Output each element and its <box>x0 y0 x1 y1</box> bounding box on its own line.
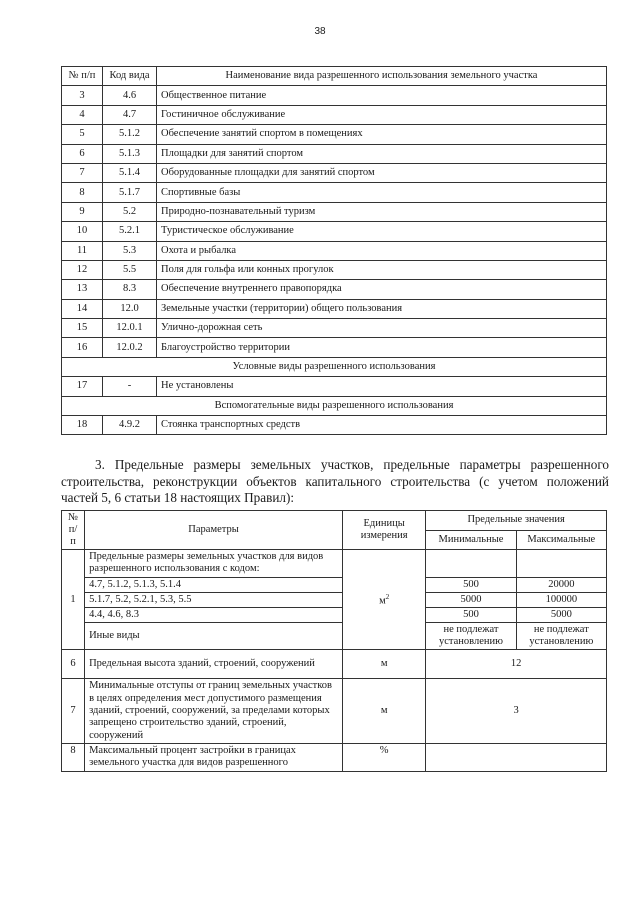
unit-superscript: 2 <box>385 593 390 602</box>
row-name: Земельные участки (территории) общего пользования <box>157 299 607 318</box>
row-value: 12 <box>426 650 607 679</box>
row-code: 5.5 <box>103 260 157 279</box>
row-min <box>426 550 516 578</box>
table-row <box>62 144 607 163</box>
row-code: 5.2.1 <box>103 222 157 241</box>
conditional-section-header: Условные виды разрешенного использования <box>62 357 607 376</box>
row-name: Поля для гольфа или конных прогулок <box>157 260 607 279</box>
table-row <box>62 650 607 679</box>
header-number: № п/п <box>62 67 103 86</box>
row-number: 18 <box>62 416 103 435</box>
row-max <box>516 550 606 578</box>
row-number: 13 <box>62 280 103 299</box>
row-name: Гостиничное обслуживание <box>157 105 607 124</box>
row-codes: Иные виды <box>85 623 343 650</box>
row-name: Площадки для занятий спортом <box>157 144 607 163</box>
row-number: 3 <box>62 86 103 105</box>
row-parameter: Предельная высота зданий, строений, сооружений <box>85 650 343 679</box>
table-row <box>62 299 607 318</box>
row-code: 4.6 <box>103 86 157 105</box>
permitted-use-table <box>61 66 607 435</box>
header-parameters: Параметры <box>85 511 343 550</box>
section-heading-text: 3. Предельные размеры земельных участков, предельные параметры разрешенного строительства, реконструкции объектов капитального строительства (с учетом положений частей 5, 6 статьи 18 настоящих Правил): <box>61 457 609 505</box>
header-limits: Предельные значения <box>426 511 607 531</box>
row-number: 6 <box>62 144 103 163</box>
row-name: Оборудованные площадки для занятий спортом <box>157 163 607 182</box>
row-number: 12 <box>62 260 103 279</box>
row-codes: 4.7, 5.1.2, 5.1.3, 5.1.4 <box>85 577 343 592</box>
row-code: 4.9.2 <box>103 416 157 435</box>
row-number: 10 <box>62 222 103 241</box>
row-unit <box>343 550 426 650</box>
row-name: Стоянка транспортных средств <box>157 416 607 435</box>
header-min: Минимальные <box>426 530 516 550</box>
conditional-section-row <box>62 357 607 376</box>
row-number: 17 <box>62 377 103 396</box>
auxiliary-section-header: Вспомогательные виды разрешенного использования <box>62 396 607 415</box>
permitted-use-table-body <box>62 86 607 357</box>
table-row <box>62 377 607 396</box>
limits-header-row <box>62 511 607 531</box>
row-code: 5.1.3 <box>103 144 157 163</box>
row-parameter: Предельные размеры земельных участков для видов разрешенного использования с кодом: <box>85 550 343 578</box>
row-min: 500 <box>426 577 516 592</box>
row-parameter: Минимальные отступы от границ земельных участков в целях определения мест допустимого размещения зданий, строений, сооружений, за пределами которых запрещено строительство зданий, строений, сооружений <box>85 679 343 743</box>
row-max: 20000 <box>516 577 606 592</box>
table-subrow <box>62 608 607 623</box>
row-code: - <box>103 377 157 396</box>
row-code: 12.0.1 <box>103 319 157 338</box>
table-row <box>62 163 607 182</box>
table-row <box>62 416 607 435</box>
row-number: 1 <box>62 550 85 650</box>
section-heading <box>61 457 609 507</box>
header-number: № п/п <box>62 511 85 550</box>
header-code: Код вида <box>103 67 157 86</box>
row-number: 11 <box>62 241 103 260</box>
table-row <box>62 280 607 299</box>
unit-text: м <box>379 595 386 607</box>
row-code: 5.1.2 <box>103 125 157 144</box>
row-code: 12.0 <box>103 299 157 318</box>
row-min: 5000 <box>426 592 516 607</box>
row-number: 4 <box>62 105 103 124</box>
row-number: 9 <box>62 202 103 221</box>
auxiliary-section-row <box>62 396 607 415</box>
row-unit: м <box>343 679 426 743</box>
row-parameter: Максимальный процент застройки в границах земельного участка для видов разрешенного <box>85 743 343 771</box>
row-name: Природно-познавательный туризм <box>157 202 607 221</box>
table-subrow <box>62 577 607 592</box>
row-name: Туристическое обслуживание <box>157 222 607 241</box>
row-value: 3 <box>426 679 607 743</box>
row-number: 6 <box>62 650 85 679</box>
table-row <box>62 338 607 357</box>
table-header-row <box>62 67 607 86</box>
row-number: 5 <box>62 125 103 144</box>
row-max: 100000 <box>516 592 606 607</box>
header-max: Максимальные <box>516 530 606 550</box>
table-subrow <box>62 592 607 607</box>
row-number: 8 <box>62 743 85 771</box>
row-number: 8 <box>62 183 103 202</box>
table-subrow <box>62 623 607 650</box>
table-row <box>62 319 607 338</box>
row-code: 8.3 <box>103 280 157 299</box>
header-name: Наименование вида разрешенного использования земельного участка <box>157 67 607 86</box>
table-row <box>62 105 607 124</box>
row-code: 5.3 <box>103 241 157 260</box>
row-name: Благоустройство территории <box>157 338 607 357</box>
row-code: 5.2 <box>103 202 157 221</box>
page-number: 38 <box>314 26 326 37</box>
header-units: Единицы измерения <box>343 511 426 550</box>
row-code: 5.1.7 <box>103 183 157 202</box>
row-codes: 4.4, 4.6, 8.3 <box>85 608 343 623</box>
limits-table <box>61 510 607 772</box>
row-name: Не установлены <box>157 377 607 396</box>
row-number: 16 <box>62 338 103 357</box>
row-name: Улично-дорожная сеть <box>157 319 607 338</box>
row-number: 15 <box>62 319 103 338</box>
table-row <box>62 86 607 105</box>
row-max: не подлежат установлению <box>516 623 606 650</box>
row-name: Спортивные базы <box>157 183 607 202</box>
row-unit: % <box>343 743 426 771</box>
row-name: Общественное питание <box>157 86 607 105</box>
table-row <box>62 743 607 771</box>
row-name: Охота и рыбалка <box>157 241 607 260</box>
row-codes: 5.1.7, 5.2, 5.2.1, 5.3, 5.5 <box>85 592 343 607</box>
table-row <box>62 260 607 279</box>
table-row <box>62 202 607 221</box>
row-code: 5.1.4 <box>103 163 157 182</box>
table-row <box>62 550 607 578</box>
row-min: 500 <box>426 608 516 623</box>
table-row <box>62 241 607 260</box>
row-min: не подлежат установлению <box>426 623 516 650</box>
row-max: 5000 <box>516 608 606 623</box>
row-value <box>426 743 607 771</box>
row-name: Обеспечение занятий спортом в помещениях <box>157 125 607 144</box>
table-row <box>62 125 607 144</box>
table-row <box>62 222 607 241</box>
table-row <box>62 679 607 743</box>
row-number: 7 <box>62 679 85 743</box>
row-number: 14 <box>62 299 103 318</box>
row-code: 12.0.2 <box>103 338 157 357</box>
row-name: Обеспечение внутреннего правопорядка <box>157 280 607 299</box>
row-code: 4.7 <box>103 105 157 124</box>
table-row <box>62 183 607 202</box>
row-number: 7 <box>62 163 103 182</box>
row-unit: м <box>343 650 426 679</box>
